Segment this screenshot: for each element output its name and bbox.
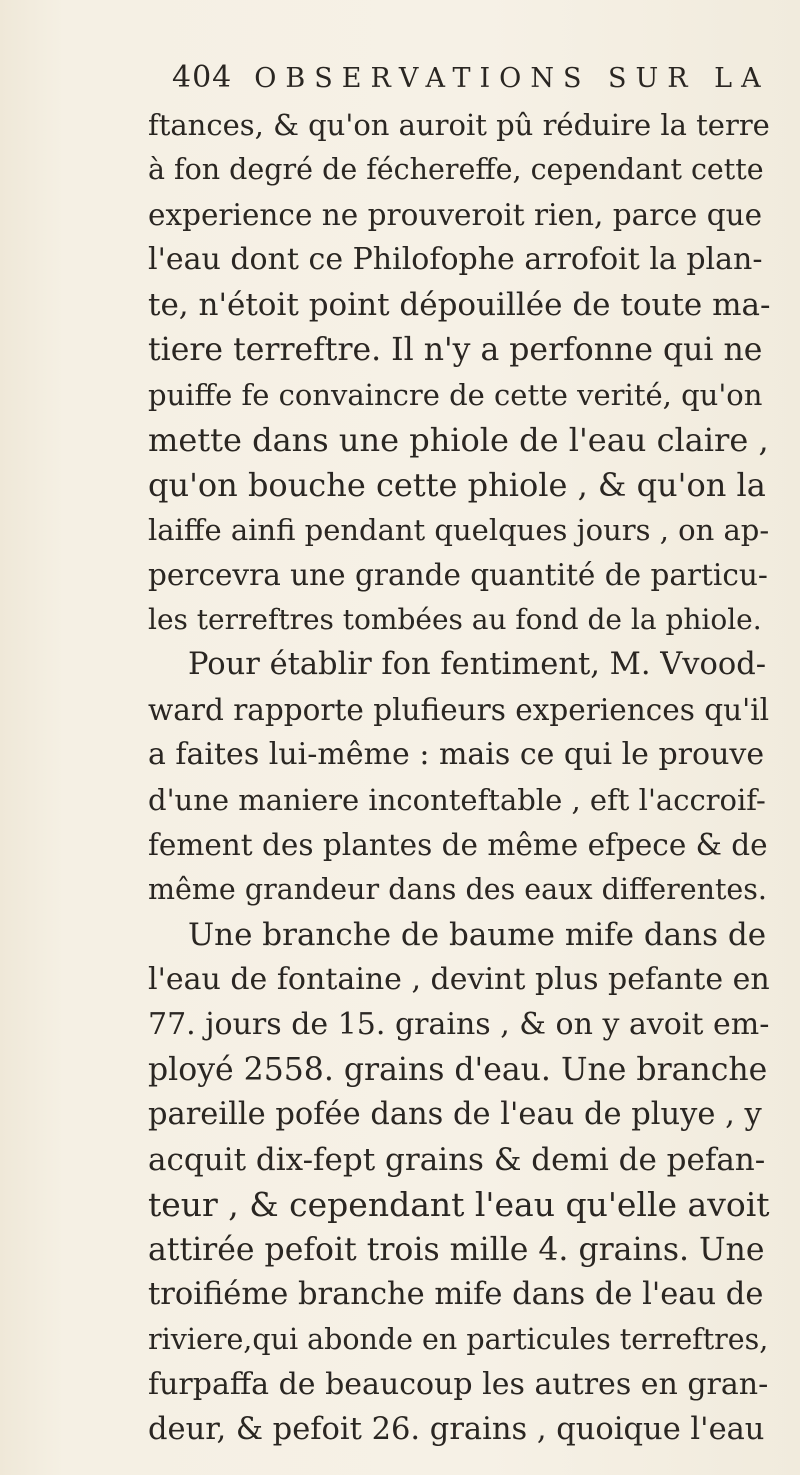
running-title: OBSERVATIONS SUR LA [254,63,770,94]
text-line: ward rapporte plufieurs experiences qu'il [148,693,770,727]
text-line: deur, & pefoit 26. grains , quoique l'eau [148,1412,765,1447]
page-number: 404 [172,60,233,95]
text-line: qu'on bouche cette phiole , & qu'on la [148,466,766,504]
text-line: d'une maniere inconteftable , eft l'accroif- [148,783,766,817]
text-line: acquit dix-fept grains & demi de pefan- [148,1142,766,1178]
text-line: même grandeur dans des eaux differentes. [148,873,767,906]
text-line: les terreftres tombées au fond de la phiole. [148,603,762,636]
text-line: Une branche de baume mife dans de [188,917,767,953]
text-line: laiffe ainfi pendant quelques jours , on ap- [148,513,770,547]
text-line: riviere,qui abonde en particules terreftres, [148,1323,769,1356]
text-line: fement des plantes de même efpece & de [148,828,768,862]
text-line: pareille pofée dans de l'eau de pluye , y [148,1097,762,1132]
text-line: furpaffa de beaucoup les autres en gran- [148,1367,769,1402]
text-line: teur , & cependant l'eau qu'elle avoit [148,1185,770,1224]
page-header [172,60,772,104]
text-line: l'eau de fontaine , devint plus pefante en [148,962,770,997]
text-line: tiere terreftre. Il n'y a perfonne qui ne [148,332,763,368]
text-line: a faites lui-même : mais ce qui le prouve [148,737,765,772]
text-line: ftances, & qu'on auroit pû réduire la terre [148,108,770,142]
text-line: 77. jours de 15. grains , & on y avoit em- [148,1007,770,1042]
text-line: attirée pefoit trois mille 4. grains. Une [148,1232,765,1268]
text-line: percevra une grande quantité de particu- [148,558,768,592]
text-line: mette dans une phiole de l'eau claire , [148,421,769,459]
text-line: ployé 2558. grains d'eau. Une branche [148,1052,768,1088]
text-line: Pour établir fon fentiment, M. Vvood- [188,647,767,682]
text-line: te, n'étoit point dépouillée de toute ma- [148,287,770,323]
text-line: troifiéme branche mife dans de l'eau de [148,1277,764,1312]
text-line: puiffe fe convaincre de cette verité, qu'on [148,378,763,412]
text-line: experience ne prouveroit rien, parce que [148,198,763,232]
text-line: à fon degré de féchereffe, cependant cette [148,153,764,186]
text-line: l'eau dont ce Philofophe arrofoit la plan- [148,242,763,277]
